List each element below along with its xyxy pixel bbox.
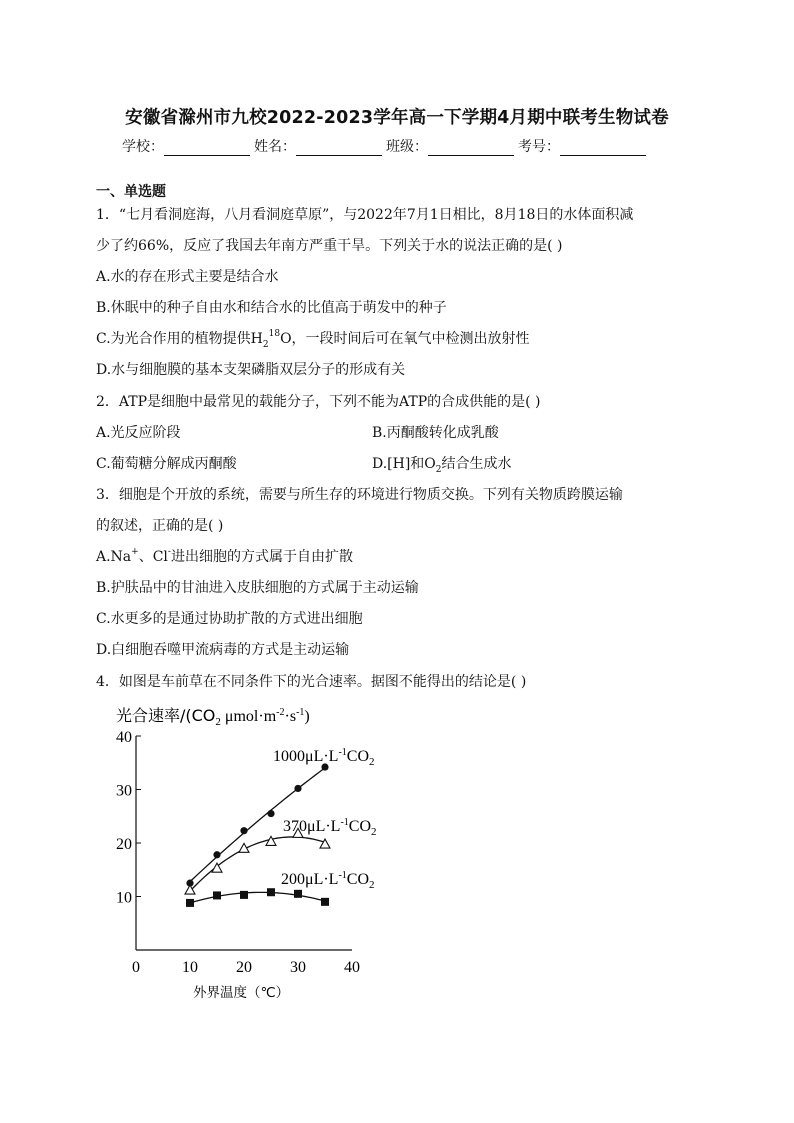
number-label: 考号： bbox=[518, 139, 560, 155]
data-point bbox=[266, 836, 276, 845]
number-blank[interactable] bbox=[560, 140, 646, 156]
name-label: 姓名： bbox=[254, 139, 296, 155]
series-label-370: $370\mu L\cdot L^{-1}CO_2$ bbox=[283, 817, 377, 838]
name-blank[interactable] bbox=[296, 140, 382, 156]
x-tick-label: 20 bbox=[236, 959, 252, 976]
q1-stem-line2: 少了约66%，反应了我国去年南方严重干旱。下列关于水的说法正确的是( ) bbox=[96, 238, 563, 254]
y-tick-label: 40 bbox=[116, 729, 132, 746]
data-point bbox=[213, 891, 221, 899]
series-label-1000: $1000\mu L\cdot L^{-1}CO_2$ bbox=[273, 747, 375, 768]
data-point bbox=[267, 810, 274, 817]
x-tick-label: 10 bbox=[182, 959, 198, 976]
data-point bbox=[321, 898, 329, 906]
data-point bbox=[240, 891, 248, 899]
x-tick-label: 40 bbox=[344, 959, 360, 976]
q4-stem: 4．如图是车前草在不同条件下的光合速率。据图不能得出的结论是( ) bbox=[96, 674, 527, 690]
q3-option-d: D.白细胞吞噬甲流病毒的方式是主动运输 bbox=[96, 642, 350, 658]
y-tick-label: 10 bbox=[116, 889, 132, 907]
data-point bbox=[294, 785, 301, 792]
q3-stem-line1: 3．细胞是个开放的系统，需要与所生存的环境进行物质交换。下列有关物质跨膜运输 bbox=[96, 487, 623, 503]
data-point bbox=[240, 827, 247, 834]
q1-option-a: A.水的存在形式主要是结合水 bbox=[96, 269, 279, 285]
trend-curve bbox=[190, 892, 325, 903]
q3-option-a: A.Na+、Cl-进出细胞的方式属于自由扩散 bbox=[96, 547, 353, 565]
q1-option-c: C.为光合作用的植物提供$H_2^{18}O$，一段时间后可在氧气中检测出放射性 bbox=[96, 329, 530, 350]
school-blank[interactable] bbox=[164, 140, 250, 156]
q2-option-a: A.光反应阶段 bbox=[96, 425, 181, 441]
y-tick-label: 30 bbox=[116, 782, 132, 800]
data-point bbox=[185, 885, 195, 894]
x-tick-label: 30 bbox=[290, 959, 306, 976]
y-axis-label: 光合速率$/(CO_2$ $\mu mol\cdot m^{-2}\cdot s^{-1}$) bbox=[116, 706, 310, 728]
q1-option-b: B.休眠中的种子自由水和结合水的比值高于萌发中的种子 bbox=[96, 300, 447, 316]
class-label: 班级： bbox=[386, 139, 428, 155]
q3-option-b: B.护肤品中的甘油进入皮肤细胞的方式属于主动运输 bbox=[96, 580, 419, 596]
y-tick-label: 20 bbox=[116, 836, 132, 853]
q2-option-d: D.[H]和$O_2$结合生成水 bbox=[372, 456, 512, 475]
x-tick-label: 0 bbox=[132, 959, 140, 976]
data-point bbox=[186, 899, 194, 907]
q3-stem-line2: 的叙述，正确的是( ) bbox=[96, 518, 224, 534]
school-label: 学校： bbox=[122, 139, 164, 155]
series-label-200: $200\mu L\cdot L^{-1}CO_2$ bbox=[281, 870, 375, 891]
section-heading: 一、单选题 bbox=[96, 184, 166, 200]
class-blank[interactable] bbox=[428, 140, 514, 156]
data-point bbox=[267, 888, 275, 896]
page-title: 安徽省滁州市九校2022-2023学年高一下学期4月期中联考生物试卷 bbox=[125, 108, 669, 128]
q1-option-d: D.水与细胞膜的基本支架磷脂双层分子的形成有关 bbox=[96, 362, 406, 378]
data-point bbox=[320, 839, 330, 848]
x-axis-label: 外界温度（℃） bbox=[193, 985, 290, 1001]
q2-option-b: B.丙酮酸转化成乳酸 bbox=[372, 425, 499, 441]
photosynthesis-chart bbox=[100, 700, 420, 1010]
data-point bbox=[213, 851, 220, 858]
q1-stem-line1: 1．“七月看洞庭海，八月看洞庭草原”，与2022年7月1日相比，8月18日的水体面积减 bbox=[96, 207, 634, 223]
student-info-line bbox=[122, 136, 682, 156]
data-point bbox=[294, 890, 302, 898]
q2-stem: 2．ATP是细胞中最常见的载能分子，下列不能为ATP的合成供能的是( ) bbox=[96, 394, 541, 410]
q3-option-c: C.水更多的是通过协助扩散的方式进出细胞 bbox=[96, 611, 363, 627]
q2-option-c: C.葡萄糖分解成丙酮酸 bbox=[96, 456, 237, 472]
